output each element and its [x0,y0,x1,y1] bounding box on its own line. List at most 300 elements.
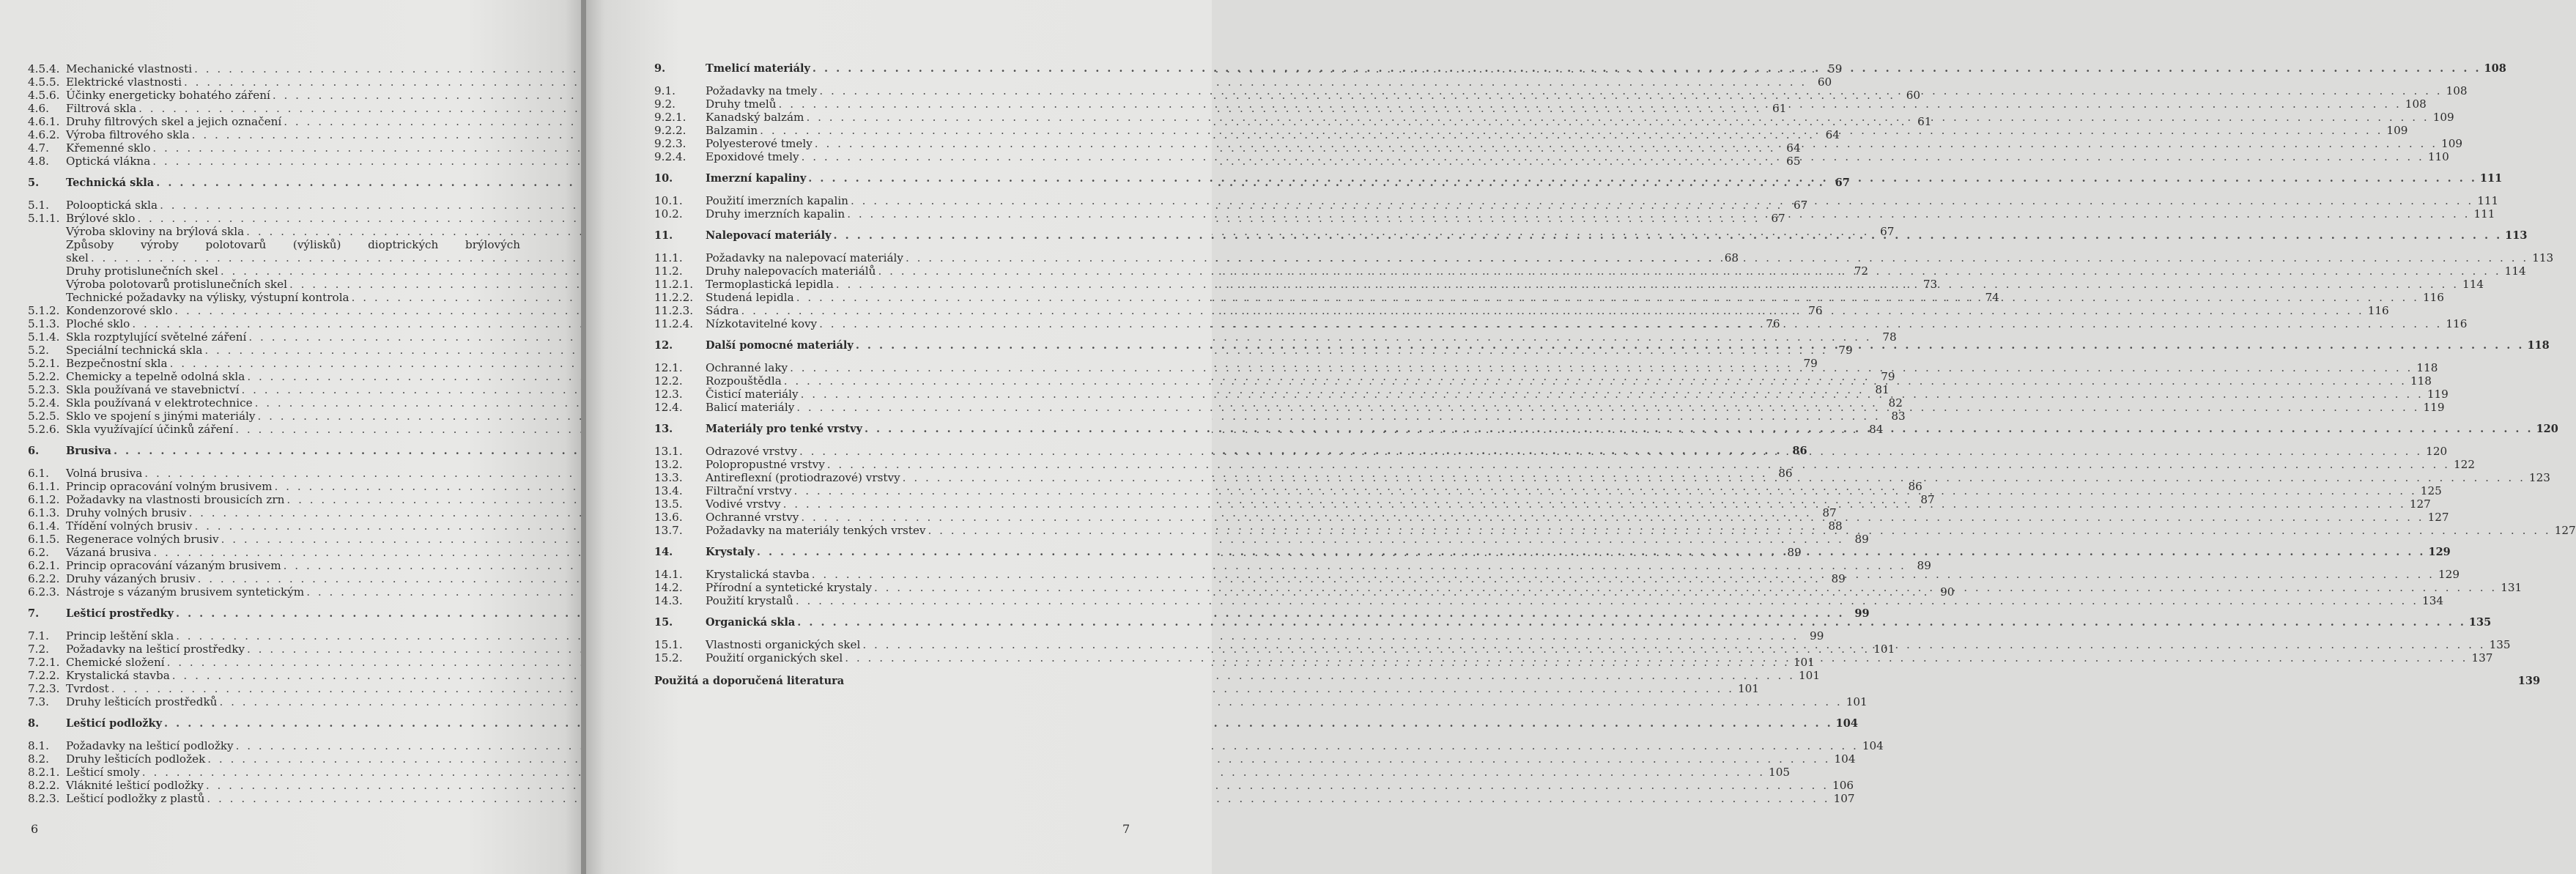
toc-subentry [28,238,520,251]
entry-number: 6. [28,445,40,457]
toc-entry [654,594,2444,607]
dot-leader [755,546,2426,559]
entry-number: 15.1. [654,638,683,651]
entry-title: Balicí materiály [706,401,795,414]
entry-number: 5.1. [28,199,49,212]
entry-page-number: 67 [1793,199,1808,212]
entry-page-number: 109 [2441,137,2463,150]
entry-page-number: 114 [2462,278,2484,291]
entry-title: Brýlové sklo [66,212,136,225]
entry-page-number: 79 [1803,357,1818,370]
dot-leader [900,471,2525,484]
entry-title: Technická skla [66,177,155,189]
toc-entry [28,695,1868,708]
entry-number: 4.6.2. [28,128,60,141]
chapter-entry [28,607,1870,622]
entry-title: Nízkotavitelné kovy [706,317,818,330]
entry-number: 11.2. [654,264,683,278]
entry-page-number: 59 [1828,62,1843,75]
entry-title: Chemické složení [66,656,165,669]
entry-title: Použití organických skel [706,651,843,664]
entry-title: Elektrické vlastnosti [66,75,182,89]
entry-title: Druhy nalepovacích materiálů [706,264,876,278]
entry-number: 5.2.6. [28,423,60,436]
entry-title: Filtrační vrstvy [706,484,792,497]
entry-page-number: 89 [1854,533,1869,546]
entry-title: Filtrová skla [66,102,137,115]
dot-leader [804,111,2429,124]
entry-number: 9.1. [654,84,676,97]
entry-number: 12.3. [654,388,683,401]
entry-number: 4.5.6. [28,89,60,102]
entry-page-number: 87 [1822,506,1837,519]
entry-title: Použití imerzních kapalin [706,194,848,207]
entry-title: Druhy filtrových skel a jejich označení [66,115,282,128]
entry-page-number: 110 [2427,150,2449,163]
entry-title: Lešticí podložky [66,717,163,730]
entry-page-number: 84 [1869,423,1884,436]
entry-number: 4.8. [28,155,49,168]
chapter-entry [654,616,2492,631]
entry-page-number: 116 [2446,317,2468,330]
entry-title: Použitá a doporučená literatura [654,675,845,687]
entry-title: Druhy volných brusiv [66,506,187,519]
entry-number: 6.1.4. [28,519,60,533]
entry-page-number: 68 [1724,251,1739,264]
entry-title: Výroba skloviny na brýlová skla [66,225,245,238]
entry-page-number: 129 [2428,546,2451,558]
entry-page-number: 65 [1786,155,1801,168]
entry-page-number: 89 [1787,546,1802,559]
entry-title: Požadavky na materiály tenkých vrstev [706,524,926,537]
dot-leader [876,264,2501,278]
entry-number: 5.2.2. [28,370,60,383]
entry-page-number: 101 [1846,695,1868,708]
entry-title: Tmelicí materiály [706,62,810,75]
entry-number: 6.1.1. [28,480,60,493]
entry-page-number: 73 [1922,278,1938,291]
dot-leader [903,251,2528,264]
dot-leader [799,388,2424,401]
entry-title: Volná brusiva [66,467,143,480]
dot-leader [739,304,2364,317]
entry-title: Epoxidové tmely [706,150,799,163]
entry-page-number: 74 [1985,291,1999,304]
entry-number: 13. [654,423,673,435]
dot-leader [806,172,2477,185]
entry-number: 7.2.1. [28,656,60,669]
dot-leader [817,317,2442,330]
entry-page-number: 60 [1906,89,1921,102]
entry-number: 9.2.4. [654,150,686,163]
entry-number: 9. [654,62,666,75]
entry-number: 7.3. [28,695,49,708]
entry-page-number: 114 [2504,264,2526,278]
entry-number: 13.1. [654,445,683,458]
entry-page-number: 113 [2532,251,2554,264]
toc-entry [28,330,1897,344]
entry-number: 5.2.5. [28,410,60,423]
entry-number: 5.2. [28,344,49,357]
entry-title: Brusiva [66,445,111,457]
entry-page-number: 101 [1799,669,1820,682]
entry-title: Druhy lešticích prostředků [66,695,218,708]
entry-page-number: 79 [1881,370,1895,383]
entry-page-number: 61 [1772,102,1787,115]
entry-page-number: 64 [1786,141,1801,155]
entry-number: 4.7. [28,141,49,155]
entry-number: 4.5.4. [28,62,60,75]
entry-title: Požadavky na nalepovací materiály [706,251,903,264]
entry-title: Polopropustné vrstvy [706,458,825,471]
entry-number: 7.2.2. [28,669,60,682]
entry-page-number: 120 [2536,423,2558,435]
entry-page-number: 116 [2367,304,2389,317]
entry-number: 6.1.3. [28,506,60,519]
entry-page-number: 119 [2427,388,2449,401]
entry-page-number: 116 [2422,291,2444,304]
entry-title: Princip opracování vázaným brusivem [66,559,281,572]
entry-title: Skla využívající účinků záření [66,423,234,436]
entry-page-number: 125 [2420,484,2442,497]
entry-number: 6.2.1. [28,559,60,572]
entry-title: Organická skla [706,616,796,629]
entry-page-number: 87 [1920,493,1935,506]
entry-title: Speciální technická skla [66,344,203,357]
entry-number: 5.2.4. [28,396,60,410]
entry-number: 11. [654,229,673,242]
entry-title: Druhy protislunečních skel [66,264,218,278]
entry-number: 11.2.2. [654,291,694,304]
dot-leader [926,524,2551,537]
entry-title: Tvrdost [66,682,109,695]
dot-leader [845,207,2470,221]
dot-leader [813,137,2438,150]
entry-page-number: 104 [1835,717,1858,730]
entry-number: 5.2.1. [28,357,60,370]
entry-number: 8.2.2. [28,779,60,792]
entry-number: 10.2. [654,207,683,221]
entry-title: Princip leštění skla [66,629,174,642]
entry-number: 12.2. [654,374,683,388]
entry-number: 9.2.1. [654,111,686,124]
dot-leader [854,339,2525,352]
toc-entry [28,682,1759,695]
entry-page-number: 106 [1832,779,1854,792]
dot-leader [825,458,2450,471]
entry-title: Druhy lešticích podložek [66,752,206,766]
entry-title: Polooptická skla [66,199,158,212]
entry-title: Požadavky na tmely [706,84,818,97]
chapter-entry [28,717,1858,732]
entry-number: 6.1.2. [28,493,60,506]
entry-title: Účinky energeticky bohatého záření [66,89,270,102]
entry-page-number: 118 [2410,374,2432,388]
entry-number: 9.2.3. [654,137,686,150]
entry-page-number: 86 [1792,445,1807,457]
entry-page-number: 90 [1940,585,1955,599]
entry-title: skel [66,251,89,264]
entry-title: Další pomocné materiály [706,339,854,352]
entry-number: 13.5. [654,497,683,511]
entry-title: Regenerace volných brusiv [66,533,219,546]
entry-number: 10. [654,172,673,185]
entry-title: Požadavky na lešticí podložky [66,739,234,752]
entry-number: 11.2.4. [654,317,694,330]
entry-number: 8.2.1. [28,766,60,779]
toc-entry [654,458,2476,471]
entry-number: 4.6. [28,102,49,115]
entry-page-number: 78 [1882,330,1897,344]
entry-page-number: 89 [1917,559,1931,572]
dot-leader [848,194,2473,207]
entry-page-number: 67 [1771,212,1785,225]
entry-number: 14.3. [654,594,683,607]
entry-title: Křemenné sklo [66,141,151,155]
entry-number: 13.3. [654,471,683,484]
entry-number: 13.6. [654,511,683,524]
entry-title: Skla používaná ve stavebnictví [66,383,240,396]
entry-number: 14. [654,546,673,558]
entry-page-number: 109 [2432,111,2454,124]
entry-page-number: 82 [1888,396,1903,410]
entry-title: Vodivé vrstvy [706,497,781,511]
entry-title: Bezpečnostní skla [66,357,168,370]
entry-page-number: 118 [2416,361,2438,374]
entry-number: 6.2.3. [28,585,60,599]
entry-title: Sádra [706,304,739,317]
toc-entry [28,410,1906,423]
entry-page-number: 129 [2438,568,2460,581]
entry-page-number: 111 [2477,194,2499,207]
entry-number: 11.2.1. [654,278,694,291]
entry-page-number: 108 [2484,62,2506,75]
entry-number: 13.2. [654,458,683,471]
entry-page-number: 111 [2473,207,2495,221]
entry-page-number: 120 [2426,445,2448,458]
entry-number: 11.1. [654,251,683,264]
dot-leader [872,581,2497,594]
entry-page-number: 135 [2468,616,2492,629]
page-number-left: 6 [31,822,39,836]
toc-entry [28,792,1855,805]
entry-page-number: 61 [1917,115,1932,128]
entry-number: 5. [28,177,40,189]
entry-number: 6.1.5. [28,533,60,546]
entry-title: Krystalická stavba [706,568,810,581]
entry-page-number: 101 [1737,682,1759,695]
dot-leader [793,594,2418,607]
entry-title: Kondenzorové sklo [66,304,173,317]
entry-title: Vláknité lešticí podložky [66,779,204,792]
entry-title: Vlastnosti organických skel [706,638,861,651]
entry-title: Výroba polotovarů protislunečních skel [66,278,287,291]
entry-page-number: 123 [2528,471,2550,484]
entry-page-number: 89 [1831,572,1846,585]
entry-number: 8.1. [28,739,49,752]
entry-title: Chemicky a tepelně odolná skla [66,370,245,383]
entry-page-number: 119 [2423,401,2445,414]
entry-number: 11.2.3. [654,304,694,317]
entry-page-number: 101 [1793,656,1815,669]
entry-title: Použití krystalů [706,594,793,607]
entry-page-number: 64 [1825,128,1840,141]
entry-title: Ochranné laky [706,361,788,374]
entry-page-number: 108 [2405,97,2427,111]
entry-title: Lešticí smoly [66,766,140,779]
dot-leader [834,278,2459,291]
entry-number: 7.1. [28,629,49,642]
dot-leader [817,84,2442,97]
entry-title: Požadavky na vlastnosti brousicích zrn [66,493,285,506]
entry-page-number: 108 [2446,84,2468,97]
entry-title: Třídění volných brusiv [66,519,193,533]
entry-title: Druhy imerzních kapalin [706,207,845,221]
entry-number: 6.1. [28,467,49,480]
toc-entry [28,766,1791,779]
entry-number: 13.4. [654,484,683,497]
dot-leader [782,374,2407,388]
entry-title: Technické požadavky na výlisky, výstupní kontrola [66,291,349,304]
entry-page-number: 105 [1769,766,1791,779]
entry-number: 4.6.1. [28,115,60,128]
dot-leader [758,124,2383,137]
entry-title: Skla rozptylující světelné záření [66,330,247,344]
dot-leader [792,484,2417,497]
entry-page-number: 109 [2386,124,2408,137]
entry-page-number: 101 [1873,642,1895,656]
entry-title: Způsoby výroby polotovarů (výlisků) dioptrických brýlových [66,238,520,251]
dot-leader [794,291,2419,304]
entry-number: 12.4. [654,401,683,414]
entry-page-number: 127 [2427,511,2449,524]
entry-page-number: 67 [1880,225,1895,238]
entry-number: 12.1. [654,361,683,374]
entry-page-number: 99 [1810,629,1824,642]
entry-title: Antireflexní (protiodrazové) vrstvy [706,471,900,484]
entry-number: 9.2.2. [654,124,686,137]
entry-title: Čisticí materiály [706,388,799,401]
entry-number: 8.2.3. [28,792,60,805]
entry-number: 15.2. [654,651,683,664]
entry-number: 6.2. [28,546,49,559]
entry-title: Materiály pro tenké vrstvy [706,423,862,435]
entry-title: Mechanické vlastnosti [66,62,193,75]
entry-page-number: 86 [1908,480,1922,493]
entry-number: 7.2. [28,642,49,656]
toc-entry [28,752,1856,766]
entry-page-number: 72 [1854,264,1869,278]
entry-page-number: 79 [1838,344,1853,357]
entry-title: Optická vlákna [66,155,151,168]
entry-title: Termoplastická lepidla [706,278,834,291]
entry-number: 15. [654,616,673,629]
toc-entry [28,629,1824,642]
entry-title: Balzamin [706,124,758,137]
entry-title: Nástroje s vázaným brusivem syntetickým [66,585,305,599]
toc-entry [28,75,1832,89]
dot-leader [860,638,2485,651]
dot-leader [810,62,2481,75]
toc-entry [28,559,1931,572]
entry-title: Polyesterové tmely [706,137,813,150]
entry-title: Lešticí podložky z plastů [66,792,205,805]
dot-leader [795,616,2466,629]
entry-title: Imerzní kapaliny [706,172,807,185]
dot-leader [862,423,2534,436]
entry-title: Druhy tmelů [706,97,777,111]
entry-number: 5.1.3. [28,317,60,330]
entry-number: 6.2.2. [28,572,60,585]
entry-number: 10.1. [654,194,683,207]
entry-page-number: 118 [2527,339,2550,352]
entry-number: 8.2. [28,752,49,766]
entry-title: Krystalická stavba [66,669,170,682]
dot-leader [794,401,2419,414]
entry-page-number: 76 [1766,317,1780,330]
entry-page-number: 81 [1875,383,1890,396]
entry-number: 5.1.4. [28,330,60,344]
entry-number: 13.7. [654,524,683,537]
dot-leader [797,445,2422,458]
entry-number: 5.2.3. [28,383,60,396]
entry-title: Krystaly [706,546,755,558]
entry-page-number: 86 [1778,467,1793,480]
entry-page-number: 88 [1828,519,1843,533]
entry-title: Sklo ve spojení s jinými materiály [66,410,256,423]
toc-entry [28,779,1854,792]
entry-page-number: 122 [2454,458,2476,471]
dot-leader [843,651,2468,664]
entry-page-number: 134 [2422,594,2444,607]
entry-page-number: 111 [2479,172,2503,185]
entry-page-number: 135 [2489,638,2511,651]
entry-page-number: 107 [1833,792,1855,805]
entry-number: 5.1.2. [28,304,60,317]
entry-title: Přírodní a syntetické krystaly [706,581,872,594]
entry-title: Výroba filtrového skla [66,128,190,141]
entry-title: Kanadský balzám [706,111,804,124]
entry-page-number: 127 [2409,497,2431,511]
entry-page-number: 83 [1891,410,1906,423]
entry-number: 9.2. [654,97,676,111]
entry-page-number: 131 [2501,581,2523,594]
entry-page-number: 67 [1835,177,1850,189]
dot-leader [781,497,2406,511]
entry-page-number: 60 [1817,75,1832,89]
dot-leader [799,150,2424,163]
entry-number: 14.1. [654,568,683,581]
entry-page-number: 113 [2505,229,2528,242]
entry-title: Ploché sklo [66,317,130,330]
entry-page-number: 76 [1808,304,1823,317]
entry-title: Ochranné vrstvy [706,511,799,524]
entry-page-number: 99 [1854,607,1870,620]
entry-number: 8. [28,717,40,730]
entry-title: Skla používaná v elektrotechnice [66,396,253,410]
entry-title: Lešticí prostředky [66,607,174,620]
page-number-right: 7 [1122,822,1130,836]
entry-title: Studená lepidla [706,291,794,304]
entry-number: 14.2. [654,581,683,594]
dot-leader [832,229,2503,242]
entry-page-number: 127 [2554,524,2576,537]
entry-title: Princip opracování volným brusivem [66,480,273,493]
entry-page-number: 137 [2471,651,2493,664]
entry-title: Nalepovací materiály [706,229,832,242]
entry-title: Odrazové vrstvy [706,445,797,458]
entry-page-number: 104 [1862,739,1884,752]
